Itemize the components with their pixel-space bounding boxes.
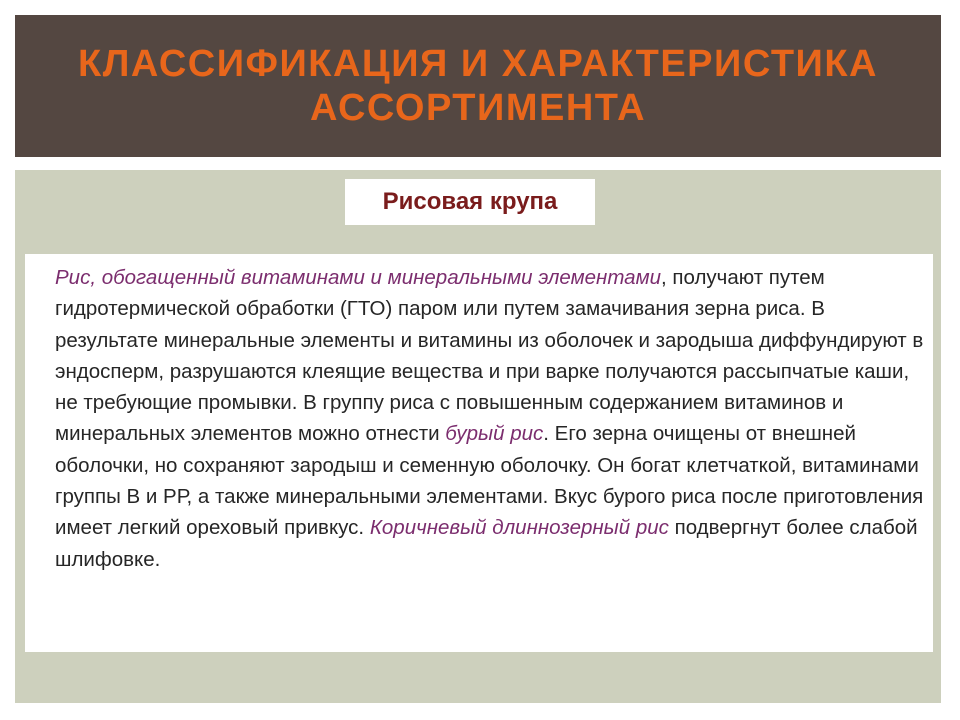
term-enriched-rice: Рис, обогащенный витаминами и минеральными элементами [55,266,662,289]
body-paragraph [55,262,925,575]
slide-subtitle: Рисовая крупа [382,188,558,215]
term-long-grain-rice: Коричневый длиннозерный рис [369,516,669,540]
title-bar [15,15,941,157]
paragraph-text-3: подвергнут более слабой шлифовке. [55,516,918,571]
term-brown-rice: бурый рис [445,422,544,446]
paragraph-text-2: . Его зерна очищены от внешней оболочки, но сохраняют зародыш и семенную оболочку. Он богат клетчаткой, витаминами группы В и РР, а также минеральными элементами. Вкус бурого риса после приготовления имеет легкий ореховый привкус. [55,422,924,540]
slide-title: КЛАССИФИКАЦИЯ И ХАРАКТЕРИСТИКА АССОРТИМЕНТА [78,43,878,129]
paragraph-text-1: , получают путем гидротермической обработки (ГТО) паром или путем замачивания зерна риса. В результате минеральные элементы и витамины из оболочек и зародыша диффундируют в эндосперм, разрушаются клеящие вещества и при варке получаются рассыпчатые каши, не требующие промывки. В группу риса с повышенным содержанием витаминов и минеральных элементов можно отнести [55,266,924,446]
text-box [25,254,933,652]
content-panel [15,170,941,703]
subtitle-box [345,179,595,225]
